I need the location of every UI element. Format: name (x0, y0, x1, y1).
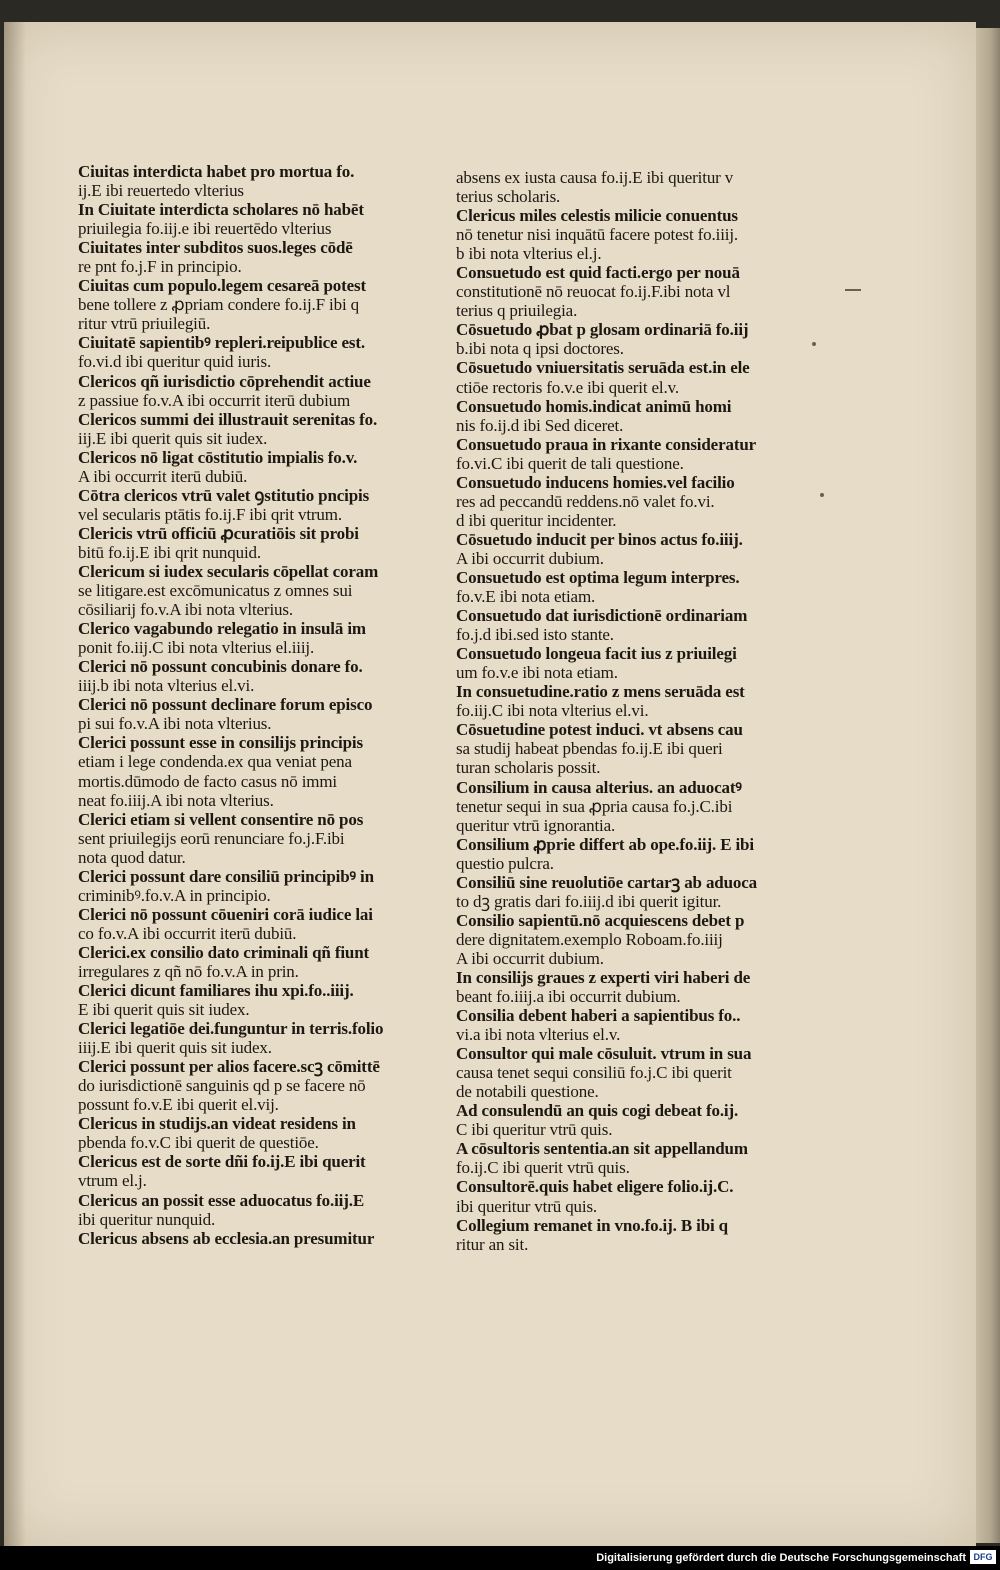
index-entry-line: In Ciuitate interdicta scholares nō habēt (78, 200, 364, 220)
index-continuation-line: sent priuilegijs eorū renunciare fo.j.F.ibi (78, 828, 345, 848)
index-entry-line: Consuetudo est optima legum interpres. (456, 567, 740, 587)
index-entry-line: Clericus absens ab ecclesia.an presumitur (78, 1228, 375, 1248)
index-continuation-line: possunt fo.v.E ibi querit el.vij. (78, 1095, 279, 1115)
index-continuation-line: b.ibi nota q ipsi doctores. (456, 339, 624, 359)
index-continuation-line: do iurisdictionē sanguinis qd p se facere nō (78, 1076, 366, 1096)
index-entry-line: Clerici nō possunt concubinis donare fo. (78, 657, 363, 677)
index-entry-line: Clerici possunt esse in consilijs principis (78, 733, 363, 753)
index-continuation-line: iiij.b ibi nota vlterius el.vi. (78, 676, 255, 696)
index-entry-line: Consilium in causa alterius. an aduocatꝰ (456, 777, 742, 797)
index-continuation-line: irregulares z qñ nō fo.v.A in prin. (78, 961, 299, 981)
index-entry-line: Clericos summi dei illustrauit serenitas fo. (78, 409, 378, 429)
index-continuation-line: C ibi queritur vtrū quis. (456, 1120, 613, 1140)
index-entry-line: Clerici etiam si vellent consentire nō pos (78, 809, 364, 829)
dfg-logo: DFG (970, 1550, 996, 1564)
index-entry-line: Clerici legatiōe dei.funguntur in terris.folio (78, 1019, 384, 1039)
index-entry-line: Clericus est de sorte dñi fo.ij.E ibi querit (78, 1152, 366, 1172)
index-entry-line: Ciuitas cum populo.legem cesareā potest (78, 276, 367, 296)
index-continuation-line: fo.vi.C ibi querit de tali questione. (456, 453, 684, 473)
index-entry-line: Clerici dicunt familiares ihu xpi.fo..iiij. (78, 981, 354, 1001)
index-continuation-line: pi sui fo.v.A ibi nota vlterius. (78, 714, 272, 734)
margin-dot-mark (820, 493, 824, 497)
index-entry-line: Clericus in studijs.an videat residens in (78, 1114, 356, 1134)
index-continuation-line: absens ex iusta causa fo.ij.E ibi queritur v (456, 168, 734, 187)
right-text-column (456, 168, 806, 1254)
index-entry-line: Consultor qui male cōsuluit. vtrum in sua (456, 1044, 752, 1064)
index-entry-line: Consuetudo est quid facti.ergo per nouā (456, 263, 740, 283)
index-entry-line: Consilio sapientū.nō acquiescens debet p (456, 910, 745, 930)
index-continuation-line: vtrum el.j. (78, 1171, 147, 1191)
index-continuation-line: b ibi nota vlterius el.j. (456, 244, 602, 264)
index-entry-line: Cōsuetudo inducit per binos actus fo.iiij. (456, 529, 743, 549)
left-text-column (78, 162, 453, 1248)
index-entry-line: Clerico vagabundo relegatio in insulā im (78, 619, 366, 639)
index-continuation-line: etiam i lege condenda.ex qua veniat pena (78, 752, 352, 772)
index-continuation-line: fo.iij.C ibi nota vlterius el.vi. (456, 701, 649, 721)
index-entry-line: Clericus miles celestis milicie conuentus (456, 206, 738, 226)
index-continuation-line: mortis.dūmodo de facto casus nō immi (78, 771, 338, 791)
index-continuation-line: um fo.v.e ibi nota etiam. (456, 663, 618, 683)
index-continuation-line: A ibi occurrit iterū dubiū. (78, 466, 248, 486)
index-entry-line: Clerici possunt per alios facere.scꝫ cōmittē (78, 1057, 380, 1077)
index-continuation-line: criminibꝰ.fo.v.A in principio. (78, 885, 271, 905)
index-continuation-line: ponit fo.iij.C ibi nota vlterius el.iiij. (78, 638, 315, 658)
index-entry-line: Clerici possunt dare consiliū principibꝰ in (78, 866, 374, 886)
index-entry-line: Consiliū sine reuolutiōe cartarꝫ ab aduoca (456, 872, 757, 892)
index-continuation-line: bene tollere z ꝓpriam condere fo.ij.F ibi q (78, 295, 359, 315)
index-entry-line: Clerici nō possunt declinare forum episco (78, 695, 373, 715)
index-entry-line: Consuetudo homis.indicat animū homi (456, 396, 732, 416)
index-continuation-line: z passiue fo.v.A ibi occurrit iterū dubium (78, 390, 351, 410)
index-continuation-line: priuilegia fo.iij.e ibi reuertēdo vlterius (78, 219, 332, 239)
index-continuation-line: dere dignitatem.exemplo Roboam.fo.iiij (456, 929, 723, 949)
margin-tick-mark (845, 289, 861, 291)
index-continuation-line: vel secularis ptātis fo.ij.F ibi qrit vtrum. (78, 504, 342, 524)
index-entry-line: Consuetudo dat iurisdictionē ordinariam (456, 606, 748, 626)
index-continuation-line: nis fo.ij.d ibi Sed diceret. (456, 415, 624, 435)
index-entry-line: A cōsultoris sententia.an sit appellandum (456, 1139, 748, 1159)
index-entry-line: Clericus an possit esse aduocatus fo.iij.E (78, 1190, 365, 1210)
index-entry-line: Clericum si iudex secularis cōpellat coram (78, 561, 379, 581)
index-continuation-line: ij.E ibi reuertedo vlterius (78, 181, 244, 201)
index-continuation-line: res ad peccandū reddens.nō valet fo.vi. (456, 491, 715, 511)
index-entry-line: Clericis vtrū officiū ꝓcuratiōis sit probi (78, 523, 359, 543)
index-continuation-line: iij.E ibi querit quis sit iudex. (78, 428, 268, 448)
index-continuation-line: bitū fo.ij.E ibi qrit nunquid. (78, 542, 261, 562)
index-continuation-line: de notabili questione. (456, 1082, 599, 1102)
index-continuation-line: ritur an sit. (456, 1234, 529, 1254)
index-continuation-line: nō tenetur nisi inquātū facere potest fo.iiij. (456, 225, 739, 245)
index-entry-line: Clericos qñ iurisdictio cōprehendit actiue (78, 371, 371, 391)
index-continuation-line: A ibi occurrit dubium. (456, 948, 604, 968)
index-entry-line: Clerici.ex consilio dato criminali qñ fiunt (78, 942, 370, 962)
index-entry-line: Consuetudo inducens homies.vel facilio (456, 472, 735, 492)
spine-shadow (4, 22, 26, 1546)
index-continuation-line: pbenda fo.v.C ibi querit de questiōe. (78, 1133, 319, 1153)
index-continuation-line: causa tenet sequi consiliū fo.j.C ibi querit (456, 1063, 732, 1083)
index-continuation-line: beant fo.iiij.a ibi occurrit dubium. (456, 987, 681, 1007)
page-edge-strip (976, 28, 1000, 1543)
index-entry-line: Ciuitas interdicta habet pro mortua fo. (78, 162, 355, 181)
index-entry-line: Cōtra clericos vtrū valet ꝯstitutio pncipis (78, 485, 370, 505)
index-continuation-line: constitutionē nō reuocat fo.ij.F.ibi nota vl (456, 282, 731, 302)
index-entry-line: Consultorē.quis habet eligere folio.ij.C. (456, 1177, 734, 1197)
index-continuation-line: nota quod datur. (78, 847, 186, 867)
index-continuation-line: cōsiliarij fo.v.A ibi nota vlterius. (78, 600, 293, 620)
index-continuation-line: ibi queritur nunquid. (78, 1209, 216, 1229)
index-entry-line: Ciuitates inter subditos suos.leges cōdē (78, 238, 353, 258)
index-entry-line: Clerici nō possunt cōueniri corā iudice lai (78, 904, 373, 924)
index-continuation-line: tenetur sequi in sua ꝓpria causa fo.j.C.ibi (456, 796, 733, 816)
index-entry-line: Ad consulendū an quis cogi debeat fo.ij. (456, 1101, 739, 1121)
index-entry-line: Cōsuetudo ꝓbat p glosam ordinariā fo.iij (456, 320, 749, 340)
index-entry-line: Cōsuetudo vniuersitatis seruāda est.in ele (456, 358, 750, 378)
index-continuation-line: fo.v.E ibi nota etiam. (456, 587, 596, 607)
index-continuation-line: queritur vtrū ignorantia. (456, 815, 616, 835)
index-entry-line: Consuetudo praua in rixante consideratur (456, 434, 757, 454)
index-continuation-line: questio pulcra. (456, 853, 554, 873)
index-entry-line: Consilium ꝓprie differt ab ope.fo.iij. E ibi (456, 834, 754, 854)
index-continuation-line: se litigare.est excōmunicatus z omnes sui (78, 581, 353, 601)
index-entry-line: Collegium remanet in vno.fo.ij. B ibi q (456, 1215, 728, 1235)
index-continuation-line: ibi queritur vtrū quis. (456, 1196, 598, 1216)
index-continuation-line: vi.a ibi nota vlterius el.v. (456, 1025, 621, 1045)
index-continuation-line: sa studij habeat pbendas fo.ij.E ibi queri (456, 739, 723, 759)
index-continuation-line: A ibi occurrit dubium. (456, 548, 604, 568)
index-continuation-line: fo.j.d ibi.sed isto stante. (456, 625, 614, 645)
digitization-credit: Digitalisierung gefördert durch die Deutsche Forschungsgemeinschaft (596, 1552, 966, 1564)
index-continuation-line: re pnt fo.j.F in principio. (78, 257, 242, 277)
index-entry-line: Cōsuetudine potest induci. vt absens cau (456, 720, 743, 740)
index-continuation-line: neat fo.iiij.A ibi nota vlterius. (78, 790, 274, 810)
index-continuation-line: co fo.v.A ibi occurrit iterū dubiū. (78, 923, 297, 943)
index-entry-line: Ciuitatē sapientibꝰ repleri.reipublice est. (78, 333, 365, 353)
index-continuation-line: fo.vi.d ibi queritur quid iuris. (78, 352, 272, 372)
index-continuation-line: turan scholaris possit. (456, 758, 601, 778)
index-continuation-line: to dꝫ gratis dari fo.iiij.d ibi querit igitur. (456, 891, 722, 911)
index-continuation-line: ctiōe rectoris fo.v.e ibi querit el.v. (456, 377, 679, 397)
index-entry-line: In consuetudine.ratio z mens seruāda est (456, 682, 745, 702)
index-continuation-line: terius q priuilegia. (456, 301, 578, 321)
index-entry-line: Clericos nō ligat cōstitutio impialis fo.v. (78, 447, 358, 467)
index-continuation-line: ritur vtrū priuilegiū. (78, 314, 211, 334)
index-entry-line: In consilijs graues z experti viri haberi de (456, 967, 751, 987)
index-continuation-line: fo.ij.C ibi querit vtrū quis. (456, 1158, 630, 1178)
index-continuation-line: terius scholaris. (456, 187, 561, 207)
index-continuation-line: E ibi querit quis sit iudex. (78, 1000, 250, 1020)
index-continuation-line: iiij.E ibi querit quis sit iudex. (78, 1038, 272, 1058)
index-entry-line: Consuetudo longeua facit ius z priuilegi (456, 644, 737, 664)
index-entry-line: Consilia debent haberi a sapientibus fo.. (456, 1006, 741, 1026)
index-continuation-line: d ibi queritur incidenter. (456, 510, 617, 530)
margin-dot-mark (812, 342, 816, 346)
